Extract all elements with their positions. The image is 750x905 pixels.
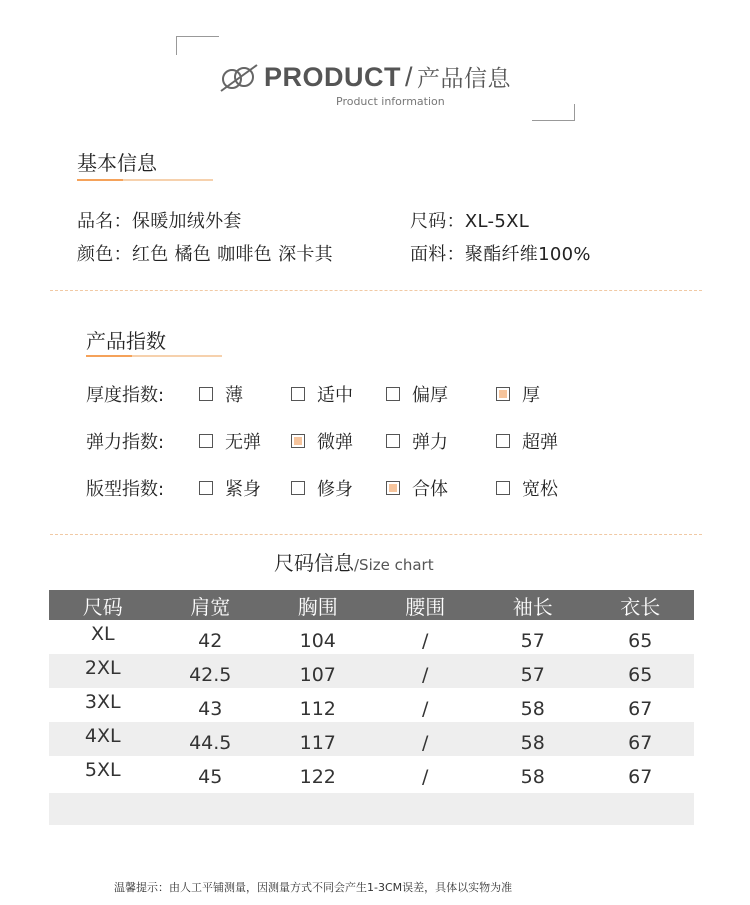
index-option-label: 厚 <box>522 385 540 406</box>
size-value-cell: 104 <box>299 630 336 652</box>
footer-note: 温馨提示：由人工平铺测量，因测量方式不同会产生1-3CM误差，具体以实物为准 <box>114 881 513 894</box>
checkbox-checked-icon <box>496 387 510 401</box>
size-table-body <box>49 620 694 790</box>
size-value-cell: 43 <box>198 698 223 720</box>
size-table-column-header: 腰围 <box>372 590 480 620</box>
divider <box>50 290 702 291</box>
index-option-label: 薄 <box>225 385 243 406</box>
checkbox-empty-icon <box>386 434 400 448</box>
size-table-header <box>49 590 694 620</box>
size-label-cell: XL <box>90 623 115 645</box>
diagonal-slash-circles-icon <box>219 64 259 92</box>
title-en: PRODUCT <box>264 62 401 92</box>
size-value-cell: 67 <box>587 722 695 756</box>
size-value-cell: 67 <box>628 698 653 720</box>
size-value-cell: 65 <box>628 630 653 652</box>
index-option-label: 微弹 <box>317 432 353 453</box>
size-value-cell: 67 <box>628 766 653 788</box>
size-value-cell: 58 <box>520 766 545 788</box>
index-option <box>386 428 448 454</box>
index-option <box>291 428 353 454</box>
size-value-cell: / <box>372 722 480 756</box>
checkbox-checked-icon <box>386 481 400 495</box>
index-option-label: 修身 <box>317 479 353 500</box>
size-value-cell: 57 <box>520 630 545 652</box>
index-option <box>386 475 448 501</box>
index-option <box>199 381 243 407</box>
size-label-cell: 4XL <box>49 722 157 756</box>
size-chart-title-en: /Size chart <box>354 556 434 574</box>
index-option-label: 无弹 <box>225 432 261 453</box>
size-value-cell: 117 <box>264 722 372 756</box>
size-value-cell: 107 <box>264 654 372 688</box>
checkbox-empty-icon <box>291 387 305 401</box>
checkbox-empty-icon <box>199 387 213 401</box>
basic-info-underline <box>77 179 213 181</box>
title-separator: / <box>405 62 414 92</box>
size-label-cell: 2XL <box>49 654 157 688</box>
index-option <box>199 428 261 454</box>
checkbox-empty-icon <box>496 434 510 448</box>
size-value-cell: 58 <box>479 722 587 756</box>
index-option <box>291 475 353 501</box>
size-value-cell: 45 <box>198 766 223 788</box>
size-value-cell: 57 <box>479 654 587 688</box>
checkbox-checked-icon <box>291 434 305 448</box>
size-table-column-header: 胸围 <box>264 590 372 620</box>
size-value-cell: 42.5 <box>157 654 265 688</box>
product-name: 品名：保暖加绒外套 <box>77 211 242 232</box>
product-size-range: 尺码：XL-5XL <box>410 211 530 232</box>
size-value-cell: / <box>372 654 480 688</box>
index-option-label: 弹力 <box>412 432 448 453</box>
size-value-cell: 112 <box>299 698 336 720</box>
size-label-cell: 5XL <box>84 759 121 781</box>
table-row <box>49 620 694 654</box>
product-index-underline <box>86 355 222 357</box>
corner-decoration-top-left <box>176 36 219 55</box>
size-table <box>49 590 694 790</box>
size-value-cell: 122 <box>299 766 336 788</box>
basic-info-title: 基本信息 <box>77 151 157 175</box>
page-subtitle: Product information <box>336 95 445 108</box>
size-label-cell: 3XL <box>84 691 121 713</box>
table-row <box>49 722 694 756</box>
page-title <box>264 60 511 93</box>
table-row <box>49 688 694 722</box>
size-value-cell: / <box>422 630 429 652</box>
size-table-column-header: 衣长 <box>587 590 695 620</box>
size-value-cell: 44.5 <box>157 722 265 756</box>
index-option <box>496 475 558 501</box>
table-empty-row <box>49 793 694 825</box>
checkbox-empty-icon <box>199 481 213 495</box>
index-option-label: 适中 <box>317 385 353 406</box>
size-value-cell: / <box>422 698 429 720</box>
index-option <box>199 475 261 501</box>
size-value-cell: 65 <box>587 654 695 688</box>
index-option <box>386 381 448 407</box>
size-chart-title <box>274 547 434 576</box>
size-value-cell: / <box>422 766 429 788</box>
checkbox-empty-icon <box>386 387 400 401</box>
size-value-cell: 58 <box>520 698 545 720</box>
size-value-cell: 42 <box>198 630 223 652</box>
checkbox-empty-icon <box>291 481 305 495</box>
index-row-label: 版型指数: <box>86 479 165 500</box>
product-fabric: 面料：聚酯纤维100% <box>410 244 591 265</box>
size-table-column-header: 尺码 <box>49 590 157 620</box>
index-row-label: 弹力指数: <box>86 432 165 453</box>
index-option-label: 合体 <box>412 479 448 500</box>
size-chart-title-cn: 尺码信息 <box>274 551 354 575</box>
size-table-column-header: 袖长 <box>479 590 587 620</box>
table-row <box>49 654 694 688</box>
index-option <box>496 428 558 454</box>
index-option-label: 超弹 <box>522 432 558 453</box>
index-option-label: 偏厚 <box>412 385 448 406</box>
index-row-label: 厚度指数: <box>86 385 165 406</box>
corner-decoration-bottom-right <box>532 104 575 121</box>
divider <box>50 534 702 535</box>
index-option <box>291 381 353 407</box>
product-index-title: 产品指数 <box>86 329 166 353</box>
product-colors: 颜色：红色 橘色 咖啡色 深卡其 <box>77 244 333 265</box>
table-row <box>49 756 694 790</box>
checkbox-empty-icon <box>199 434 213 448</box>
index-option <box>496 381 540 407</box>
checkbox-empty-icon <box>496 481 510 495</box>
index-option-label: 紧身 <box>225 479 261 500</box>
title-cn: 产品信息 <box>417 65 512 91</box>
index-option-label: 宽松 <box>522 479 558 500</box>
table-empty-row <box>49 825 694 861</box>
size-table-column-header: 肩宽 <box>157 590 265 620</box>
